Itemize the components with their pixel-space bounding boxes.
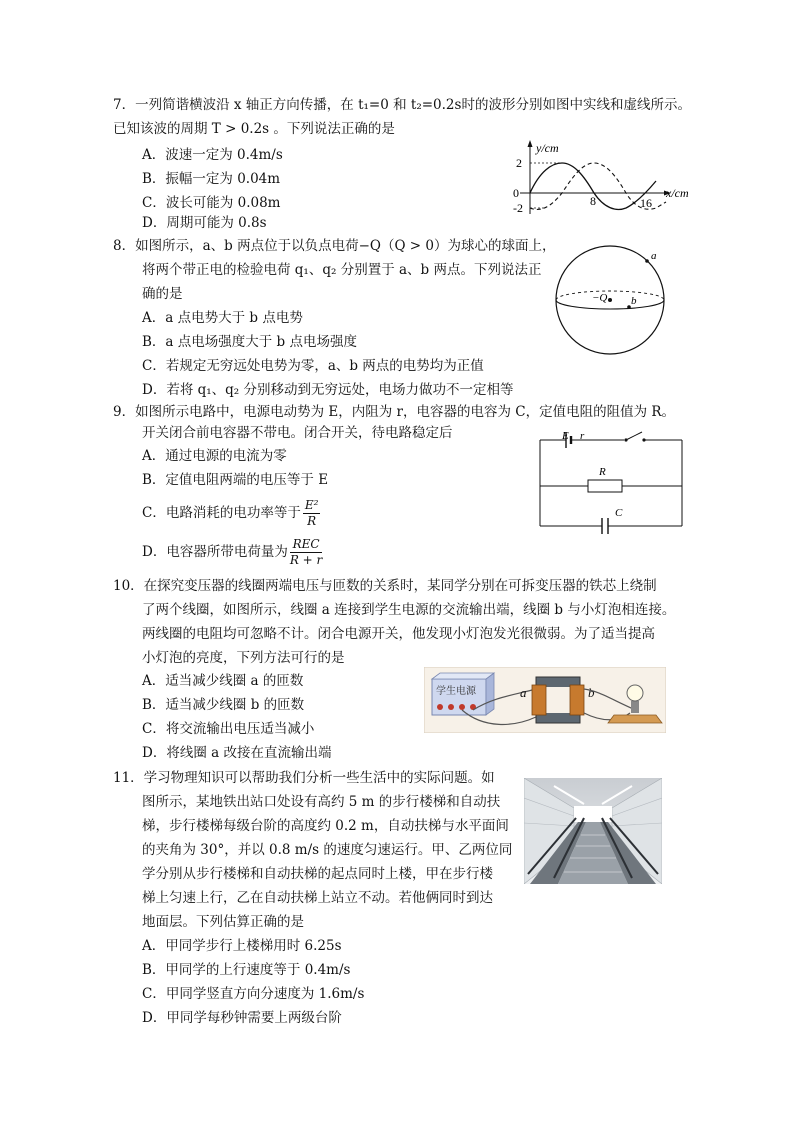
sphere-figure xyxy=(554,240,674,360)
q9-option-c-denominator: R xyxy=(307,514,317,528)
q9-option-d-denominator: R + r xyxy=(289,553,323,567)
q9-option-b: B．定值电阻两端的电压等于 E xyxy=(142,472,329,488)
coil-b-label: b xyxy=(588,685,595,700)
q8-stem-line2: 将两个带正电的检验电荷 q₁、q₂ 分别置于 a、b 两点。下列说法正 xyxy=(142,262,542,278)
point-a-label: a xyxy=(651,250,657,262)
q9-stem-line2: 开关闭合前电容器不带电。闭合开关，待电路稳定后 xyxy=(142,425,453,441)
center-charge-dot xyxy=(608,298,612,302)
q10-option-a: A．适当减少线圈 a 的匝数 xyxy=(142,673,304,689)
q7-option-d: D．周期可能为 0.8s xyxy=(142,215,267,231)
q10-option-b: B．适当减少线圈 b 的匝数 xyxy=(142,697,305,713)
q8-stem-line1: 8．如图所示，a、b 两点位于以负点电荷−Q（Q > 0）为球心的球面上， xyxy=(113,238,556,254)
y-axis-arrow xyxy=(528,140,533,147)
switch-blade xyxy=(626,432,642,440)
q8-option-c: C．若规定无穷远处电势为零，a、b 两点的电势均为正值 xyxy=(142,358,484,374)
lamp-base xyxy=(608,715,662,723)
q9-option-c xyxy=(142,496,320,530)
q11-option-b: B．甲同学的上行速度等于 0.4m/s xyxy=(142,962,351,978)
q9-option-c-numerator: E² xyxy=(304,498,319,512)
q10-stem-line1: 10．在探究变压器的线圈两端电压与匝数的关系时，某同学分别在可拆变压器的铁芯上绕制 xyxy=(113,578,657,594)
terminal-1 xyxy=(437,704,443,710)
q8-option-a: A．a 点电势大于 b 点电势 xyxy=(142,310,303,326)
origin-label: 0 xyxy=(513,186,519,200)
internal-resistance-label: r xyxy=(580,430,585,442)
y-axis-label: y/cm xyxy=(536,141,559,155)
q10-stem-line2: 了两个线圈，如图所示，线圈 a 连接到学生电源的交流输出端，线圈 b 与小灯泡相连接。 xyxy=(142,602,676,618)
q11-option-a: A．甲同学步行上楼梯用时 6.25s xyxy=(142,938,342,954)
resistor-label: R xyxy=(599,466,606,478)
q11-option-d: D．甲同学每秒钟需要上两级台阶 xyxy=(142,1010,342,1026)
y-tick-neg2: -2 xyxy=(513,201,523,215)
resistor xyxy=(588,480,622,492)
lamp-bulb xyxy=(627,685,643,701)
transformer-figure xyxy=(424,667,666,733)
q9-option-c-fraction xyxy=(303,498,321,529)
q10-stem-line4: 小灯泡的亮度，下列方法可行的是 xyxy=(142,650,345,666)
power-supply-side xyxy=(486,673,494,715)
wave-figure xyxy=(508,136,698,218)
q9-option-c-text: C．电路消耗的电功率等于 xyxy=(142,505,301,521)
q11-stem-line5: 学分别从步行楼梯和自动扶梯的起点同时上楼，甲在步行楼 xyxy=(142,866,493,882)
q11-stem-line3: 梯，步行楼梯每级台阶的高度约 0.2 m，自动扶梯与水平面间 xyxy=(142,818,509,834)
x-tick-8: 8 xyxy=(590,194,596,208)
coil-a xyxy=(532,685,546,715)
q7-stem-line1: 7．一列简谐横波沿 x 轴正方向传播，在 t₁=0 和 t₂=0.2s时的波形分别如图中实线和虚线所示。 xyxy=(113,97,691,113)
capacitor-label: C xyxy=(615,507,623,519)
coil-a-label: a xyxy=(520,685,527,700)
q11-stem-line2: 图所示，某地铁出站口处设有高约 5 m 的步行楼梯和自动扶 xyxy=(142,794,501,810)
charge-label: −Q xyxy=(592,292,608,304)
emf-label: E xyxy=(562,430,569,442)
power-supply-label: 学生电源 xyxy=(436,686,476,697)
far-opening xyxy=(574,806,612,822)
q7-stem-line2: 已知该波的周期 T > 0.2s 。下列说法正确的是 xyxy=(113,121,395,137)
q10-stem-line3: 两线圈的电阻均可忽略不计。闭合电源开关，他发现小灯泡发光很微弱。为了适当提高 xyxy=(142,626,655,642)
q11-stem-line1: 11．学习物理知识可以帮助我们分析一些生活中的实际问题。如 xyxy=(113,770,495,786)
escalator-photo xyxy=(524,778,662,884)
lamp-socket xyxy=(631,701,639,713)
q10-option-c: C．将交流输出电压适当减小 xyxy=(142,721,315,737)
q7-option-c: C．波长可能为 0.08m xyxy=(142,195,281,211)
q11-stem-line7: 地面层。下列估算正确的是 xyxy=(142,914,304,930)
q8-option-d: D．若将 q₁、q₂ 分别移动到无穷远处，电场力做功不一定相等 xyxy=(142,382,514,398)
coil-b xyxy=(570,685,584,715)
q8-stem-line3: 确的是 xyxy=(142,286,183,302)
point-b-label: b xyxy=(631,295,637,307)
x-axis-label: x/cm xyxy=(666,186,689,200)
terminal-2 xyxy=(448,704,454,710)
q11-stem-line6: 梯上匀速上行，乙在自动扶梯上站立不动。若他俩同时到达 xyxy=(142,890,493,906)
q11-stem-line4: 的夹角为 30°，并以 0.8 m/s 的速度匀速运行。甲、乙两位同 xyxy=(142,842,513,858)
iron-core-window xyxy=(546,687,570,713)
q11-option-c: C．甲同学竖直方向分速度为 1.6m/s xyxy=(142,986,365,1002)
point-a-dot xyxy=(645,259,649,263)
terminal-3 xyxy=(459,704,465,710)
q8-option-b: B．a 点电场强度大于 b 点电场强度 xyxy=(142,334,357,350)
q7-option-a: A．波速一定为 0.4m/s xyxy=(142,147,283,163)
q9-option-a: A．通过电源的电流为零 xyxy=(142,448,287,464)
circuit-figure xyxy=(536,426,688,538)
power-supply-top xyxy=(432,673,494,679)
x-tick-16: 16 xyxy=(640,196,652,210)
q9-option-d-fraction xyxy=(290,537,322,568)
q9-option-d xyxy=(142,535,322,569)
q10-option-d: D．将线圈 a 改接在直流输出端 xyxy=(142,745,332,761)
q9-option-d-text: D．电容器所带电荷量为 xyxy=(142,544,288,560)
q7-option-b: B．振幅一定为 0.04m xyxy=(142,171,281,187)
y-tick-2: 2 xyxy=(516,156,522,170)
q9-stem-line1: 9．如图所示电路中，电源电动势为 E，内阻为 r，电容器的电容为 C，定值电阻的阻值为 R。 xyxy=(113,404,676,420)
q9-option-d-numerator: REC xyxy=(290,537,322,553)
